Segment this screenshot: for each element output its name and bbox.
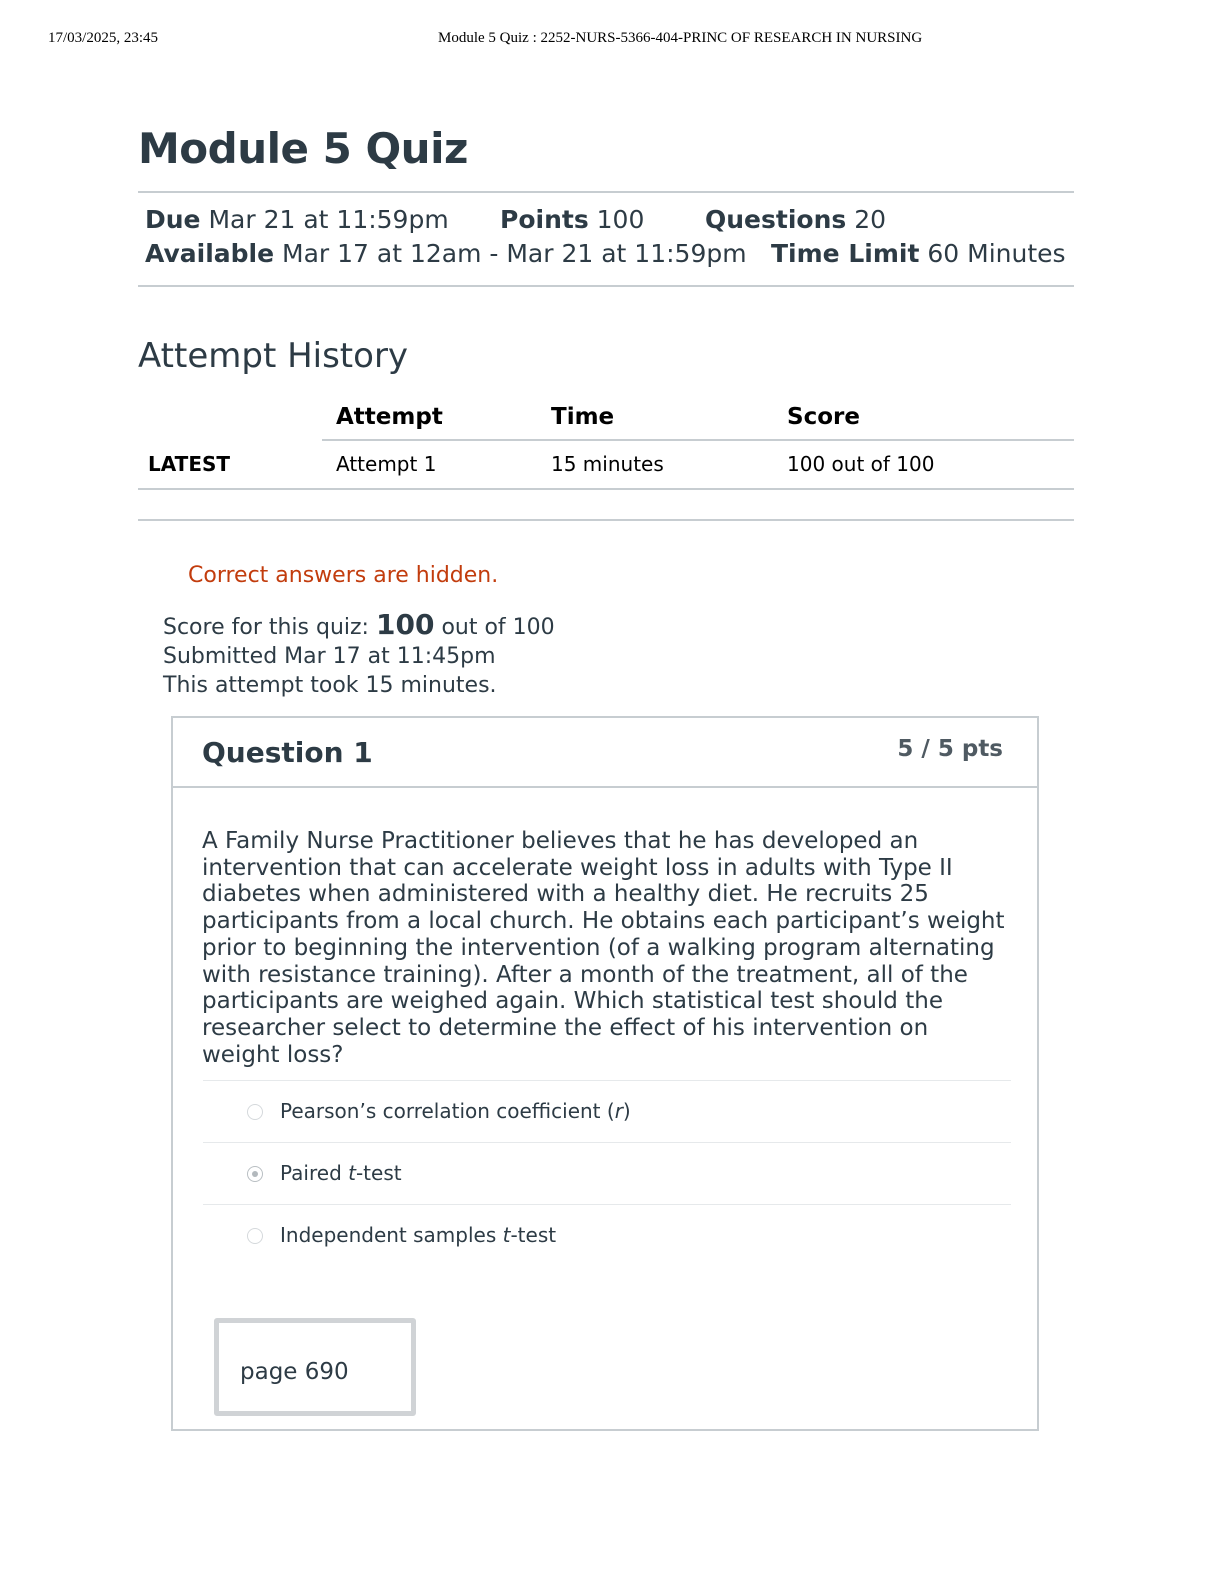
attempt-link[interactable]: Attempt 1 xyxy=(336,452,437,476)
question-card xyxy=(171,716,1039,1431)
time-limit-value: 60 Minutes xyxy=(927,239,1066,268)
answer-option[interactable] xyxy=(203,1204,1011,1267)
print-datetime: 17/03/2025, 23:45 xyxy=(48,30,159,46)
latest-tag: LATEST xyxy=(148,452,231,476)
divider xyxy=(138,191,1074,193)
due-label: Due xyxy=(145,205,201,234)
attempt-score: 100 out of 100 xyxy=(787,452,935,476)
comment-text: page 690 xyxy=(240,1359,349,1385)
due-date xyxy=(145,205,449,234)
radio-button-selected[interactable] xyxy=(247,1166,263,1182)
answer-comment-box xyxy=(214,1318,416,1416)
question-title: Question 1 xyxy=(202,736,373,769)
points-info xyxy=(500,205,644,234)
score-summary xyxy=(163,610,555,700)
question-text: A Family Nurse Practitioner believes that he has developed an intervention that can accelerate weight loss in adults with Type II diabetes when administered with a healthy diet. He recruits 25 participants from a local church. He obtains each participant’s weight prior to beginning the intervention (of a walking program alternating with resistance training). After a month of the treatment, all of the participants are weighed again. Which statistical test should the researcher select to determine the effect of his intervention on weight loss? xyxy=(202,828,1005,1068)
points-value: 100 xyxy=(596,205,645,234)
answer-label: Independent samples t-test xyxy=(280,1223,557,1247)
availability xyxy=(145,239,747,268)
divider xyxy=(138,488,1074,490)
answer-option[interactable] xyxy=(203,1080,1011,1143)
due-value: Mar 21 at 11:59pm xyxy=(208,205,449,234)
answer-option[interactable] xyxy=(203,1142,1011,1205)
divider xyxy=(138,285,1074,287)
score-value: 100 xyxy=(375,608,435,641)
answer-label: Paired t-test xyxy=(280,1161,402,1185)
available-value: Mar 17 at 12am - Mar 21 at 11:59pm xyxy=(282,239,747,268)
column-header-attempt: Attempt xyxy=(336,404,443,430)
question-header xyxy=(173,718,1037,788)
answers-hidden-notice: Correct answers are hidden. xyxy=(188,563,499,588)
answer-label: Pearson’s correlation coefficient (r) xyxy=(280,1099,631,1123)
divider xyxy=(138,519,1074,521)
score-suffix: out of 100 xyxy=(441,615,555,640)
available-label: Available xyxy=(145,239,275,268)
table-header-divider xyxy=(322,439,1074,441)
question-points: 5 / 5 pts xyxy=(897,736,1003,762)
score-prefix: Score for this quiz: xyxy=(163,615,369,640)
time-limit-label: Time Limit xyxy=(771,239,920,268)
print-page-title: Module 5 Quiz : 2252-NURS-5366-404-PRINC OF RESEARCH IN NURSING xyxy=(438,30,923,46)
print-header xyxy=(0,30,1224,50)
radio-button[interactable] xyxy=(247,1104,263,1120)
questions-label: Questions xyxy=(705,205,847,234)
points-label: Points xyxy=(500,205,589,234)
time-limit xyxy=(771,239,1066,268)
attempt-duration: This attempt took 15 minutes. xyxy=(163,673,497,698)
column-header-score: Score xyxy=(787,404,860,430)
questions-info xyxy=(705,205,886,234)
attempt-time: 15 minutes xyxy=(551,452,664,476)
column-header-time: Time xyxy=(551,404,615,430)
questions-value: 20 xyxy=(854,205,887,234)
submitted-time: Submitted Mar 17 at 11:45pm xyxy=(163,644,496,669)
page-title: Module 5 Quiz xyxy=(138,124,468,173)
quiz-score-line xyxy=(163,610,555,642)
attempt-history-title: Attempt History xyxy=(138,336,409,376)
radio-button[interactable] xyxy=(247,1228,263,1244)
